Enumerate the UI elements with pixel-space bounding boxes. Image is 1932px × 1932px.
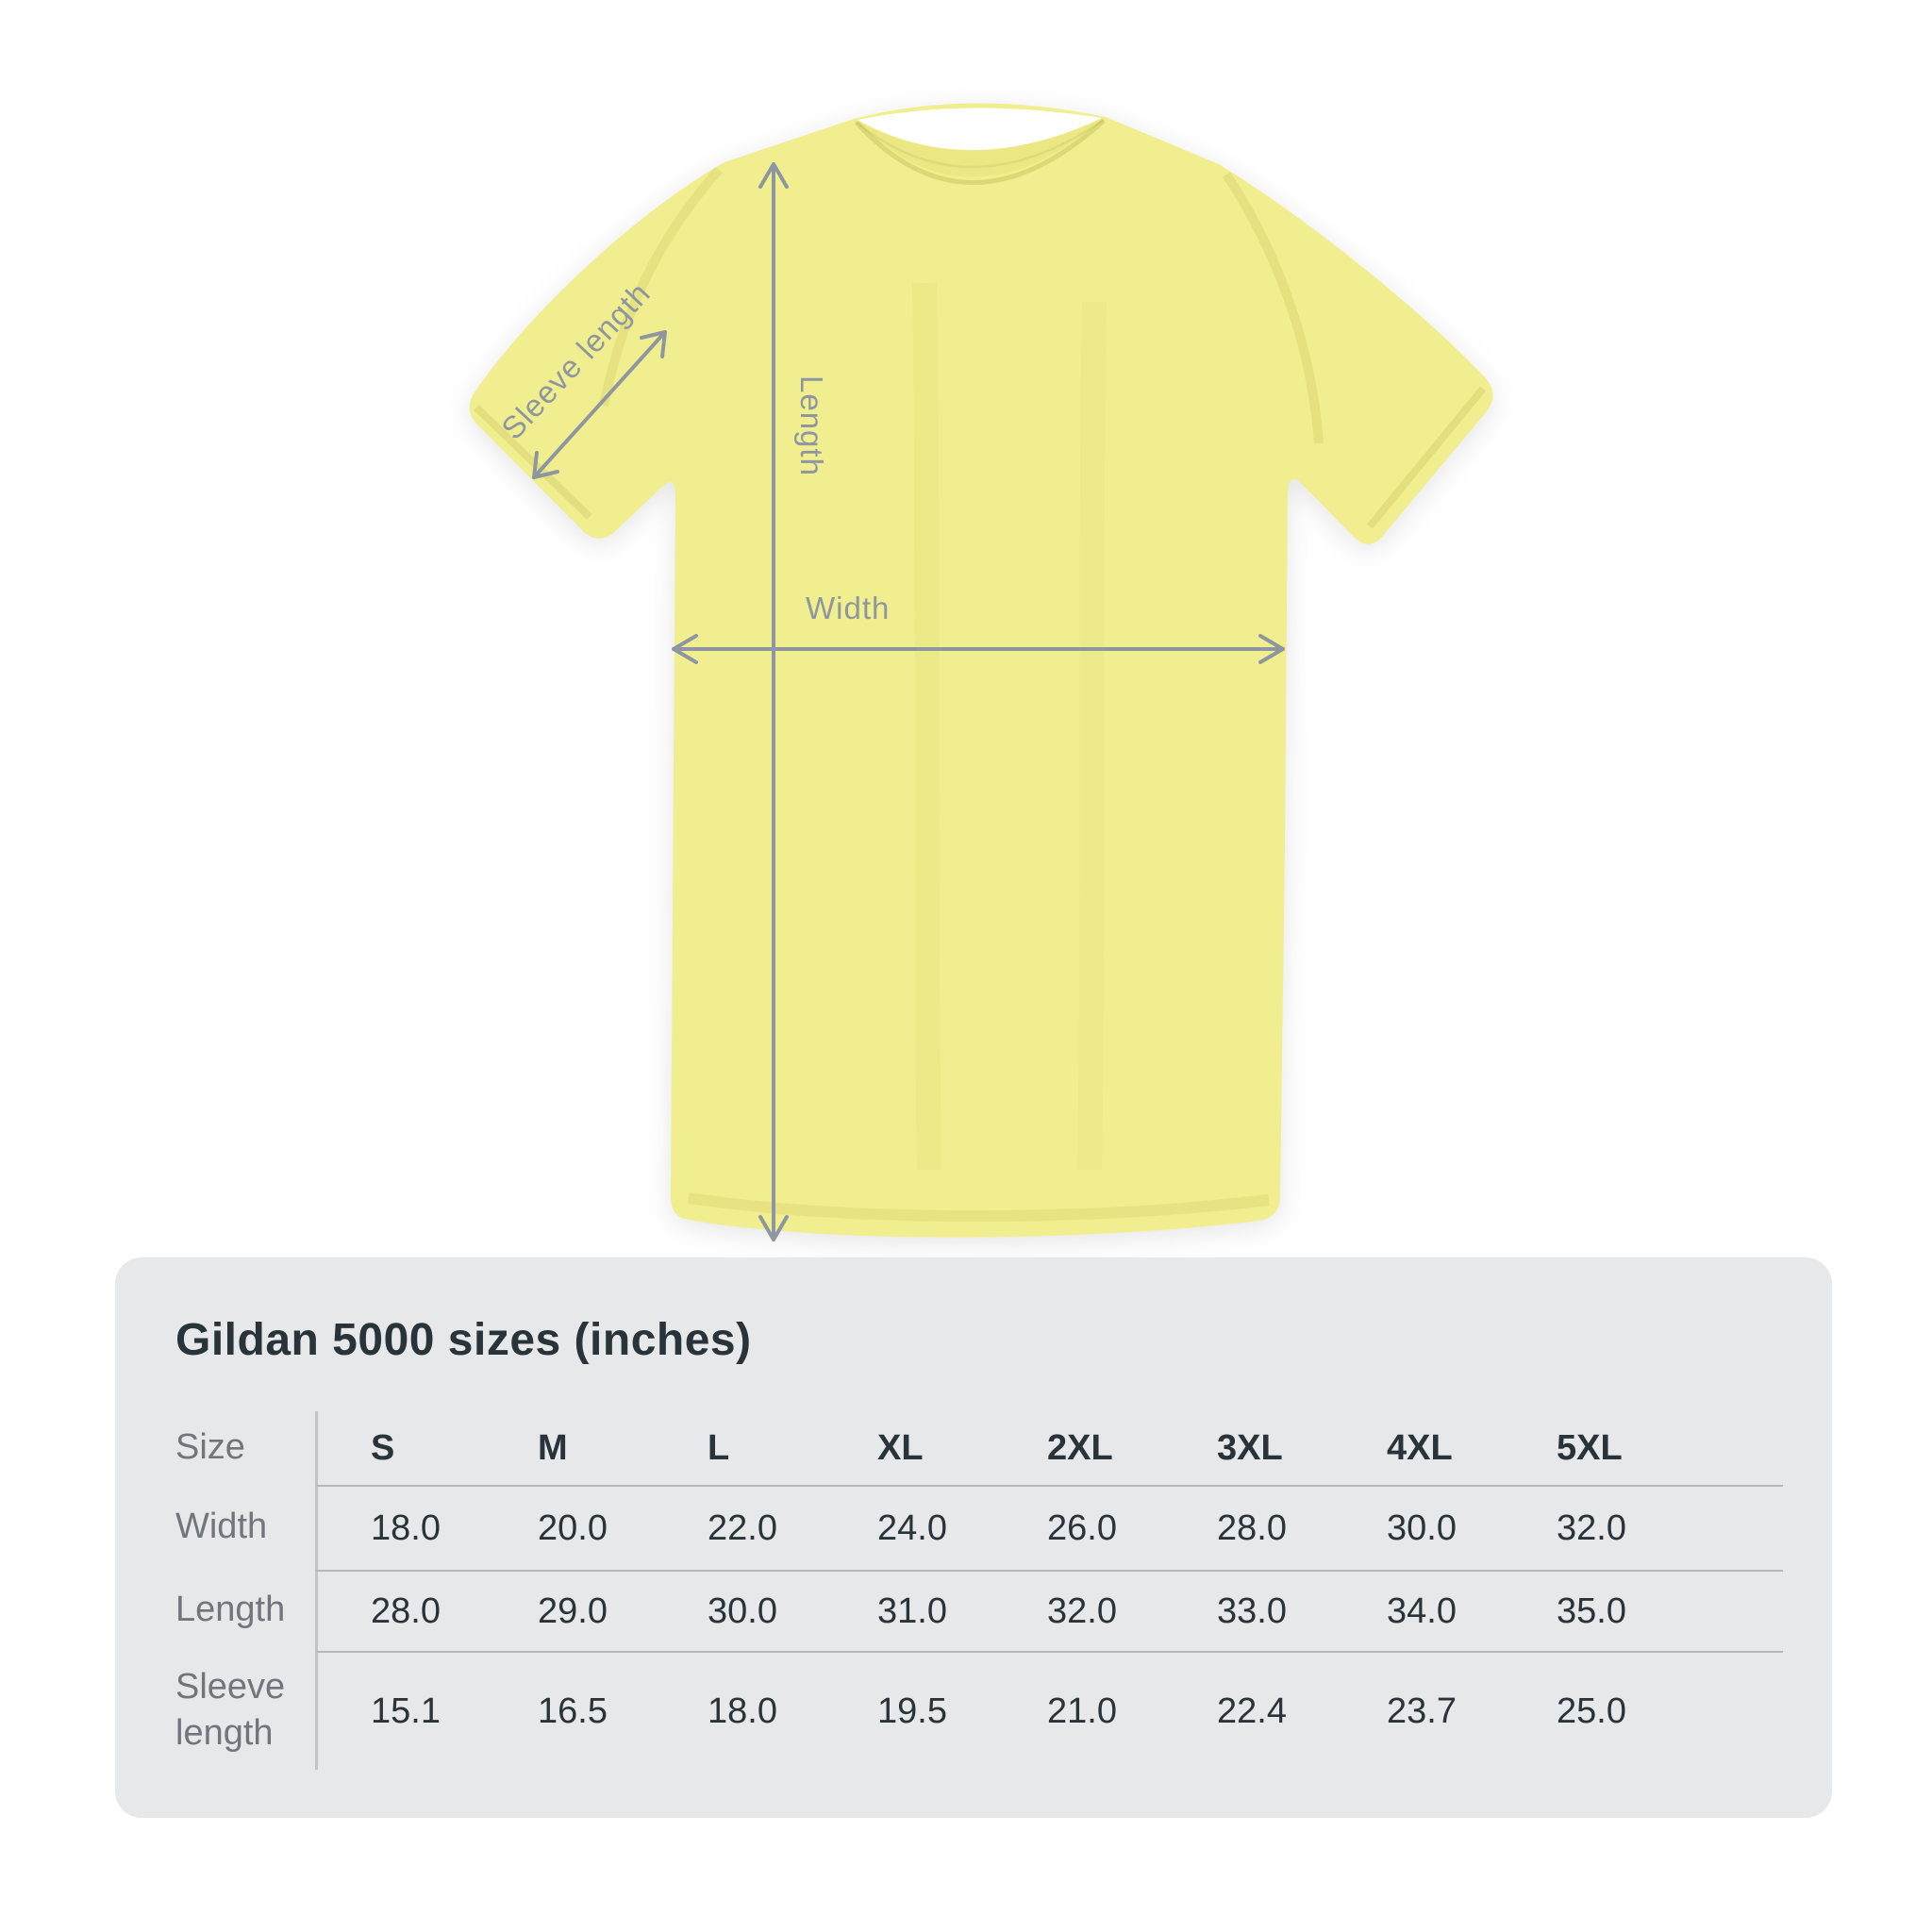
- row-label-sleeve-length: Sleeve length: [175, 1666, 286, 1754]
- table-cell: 22.0: [655, 1485, 824, 1570]
- sleeve-length-label: Sleeve length: [494, 275, 658, 446]
- table-cell: 24.0: [824, 1485, 994, 1570]
- table-cell: 19.5: [824, 1651, 994, 1770]
- tshirt-illustration: [470, 103, 1493, 1237]
- column-header-m: M: [538, 1427, 568, 1468]
- size-chart-panel: [115, 1257, 1832, 1818]
- column-header-4xl: 4XL: [1387, 1427, 1453, 1468]
- table-cell: 16.5: [485, 1651, 655, 1770]
- size-chart-title: Gildan 5000 sizes (inches): [175, 1315, 752, 1365]
- table-cell: 35.0: [1504, 1570, 1783, 1651]
- table-cell: 32.0: [994, 1570, 1164, 1651]
- table-cell: 30.0: [1334, 1485, 1504, 1570]
- fabric-crease: [1090, 302, 1094, 1170]
- table-cell: 34.0: [1334, 1570, 1504, 1651]
- column-header-s: S: [315, 1411, 485, 1485]
- table-cell: 33.0: [1164, 1570, 1334, 1651]
- column-header-3xl: 3XL: [1217, 1427, 1283, 1468]
- row-label-length: Length: [175, 1590, 286, 1630]
- row-label-width: Width: [175, 1507, 268, 1547]
- size-table-corner-label: Size: [175, 1427, 245, 1468]
- table-cell: 15.1: [315, 1651, 485, 1770]
- tshirt-body: [470, 103, 1493, 1237]
- column-header-xl: XL: [877, 1427, 924, 1468]
- width-label: Width: [806, 591, 891, 625]
- table-cell: 23.7: [1334, 1651, 1504, 1770]
- table-cell: 21.0: [994, 1651, 1164, 1770]
- size-table: [175, 1411, 1783, 1770]
- table-cell: 29.0: [485, 1570, 655, 1651]
- table-cell: 31.0: [824, 1570, 994, 1651]
- length-label: Length: [794, 375, 829, 476]
- column-header-5xl: 5XL: [1557, 1427, 1623, 1468]
- table-cell: 26.0: [994, 1485, 1164, 1570]
- table-cell: 32.0: [1504, 1485, 1783, 1570]
- table-cell: 18.0: [315, 1485, 485, 1570]
- table-cell: 22.4: [1164, 1651, 1334, 1770]
- column-header-l: L: [708, 1427, 730, 1468]
- table-cell: 28.0: [315, 1570, 485, 1651]
- table-cell: 18.0: [655, 1651, 824, 1770]
- fabric-crease: [924, 283, 929, 1170]
- table-cell: 30.0: [655, 1570, 824, 1651]
- table-cell: 28.0: [1164, 1485, 1334, 1570]
- table-cell: 20.0: [485, 1485, 655, 1570]
- table-cell: 25.0: [1504, 1651, 1783, 1770]
- column-header-2xl: 2XL: [1047, 1427, 1113, 1468]
